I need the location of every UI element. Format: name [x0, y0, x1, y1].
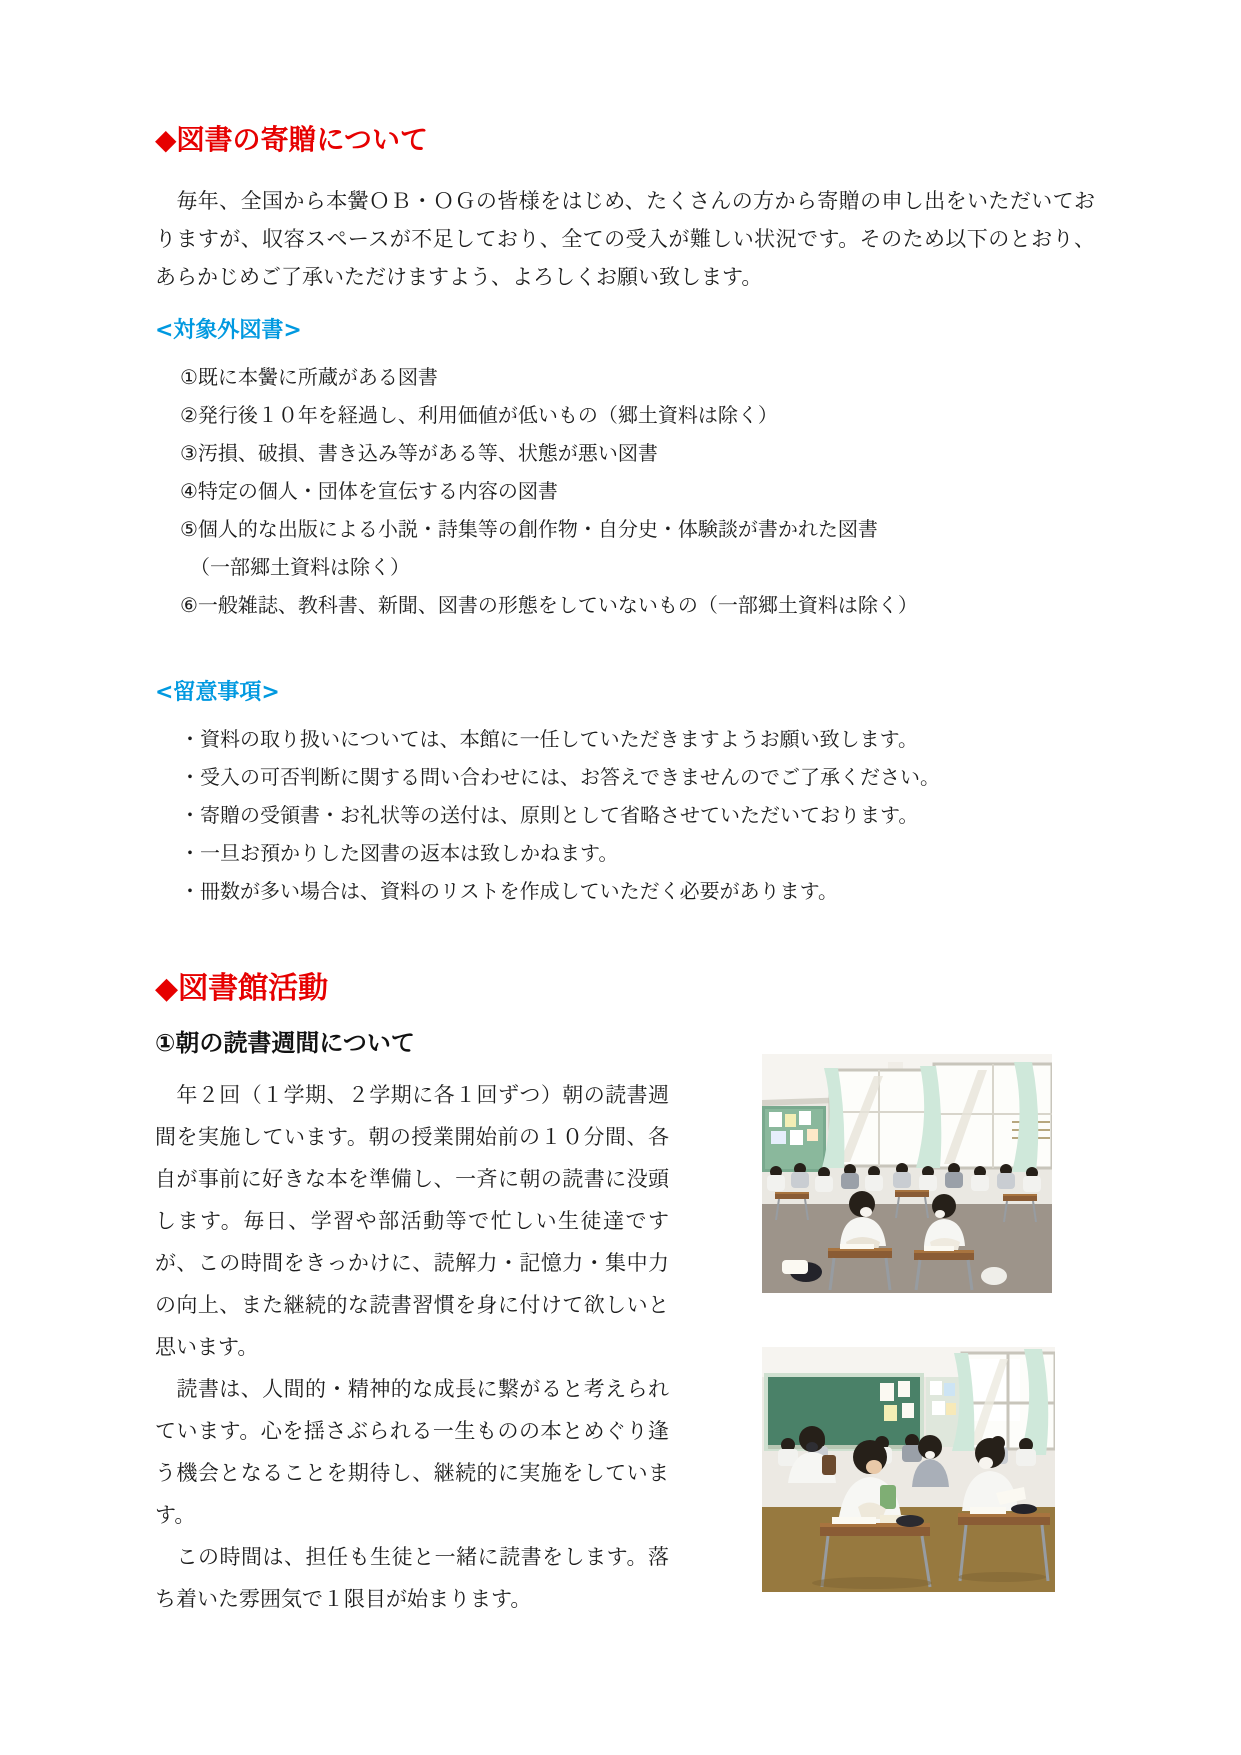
morning-reading-paragraph: 読書は、人間的・精神的な成長に繋がると考えられています。心を揺さぶられる一生ものの本とめぐり逢う機会となることを期待し、継続的に実施をしています。 [155, 1377, 669, 1527]
excluded-book-item: ②発行後１０年を経過し、利用価値が低いもの（郷土資料は除く） [180, 403, 778, 427]
morning-reading-heading: ①朝の読書週間について [155, 1029, 415, 1057]
note-item: ・寄贈の受領書・お礼状等の送付は、原則として省略させていただいております。 [180, 803, 919, 827]
classroom-morning-reading-photo-2 [762, 1347, 1055, 1592]
notice-board [762, 1106, 826, 1172]
morning-reading-paragraph: この時間は、担任も生徒と一緒に読書をします。落ち着いた雰囲気で１限目が始まります。 [155, 1545, 669, 1611]
excluded-book-item: ⑤個人的な出版による小説・詩集等の創作物・自分史・体験談が書かれた図書 [180, 517, 878, 541]
classroom-photo-1-image [762, 1054, 1052, 1293]
morning-reading-body [155, 1074, 1091, 1620]
excluded-book-item-continuation: （一部郷土資料は除く） [180, 555, 410, 579]
classroom-morning-reading-photo-1 [762, 1054, 1055, 1293]
donation-section-title: ◆図書の寄贈について [155, 123, 428, 156]
page-content [155, 0, 1095, 1620]
activities-section-title: ◆図書館活動 [155, 971, 329, 1006]
notes-heading: <留意事項> [155, 680, 280, 705]
excluded-book-item: ③汚損、破損、書き込み等がある等、状態が悪い図書 [180, 441, 658, 465]
note-item: ・資料の取り扱いについては、本館に一任していただきますようお願い致します。 [180, 727, 918, 751]
notes-list [180, 720, 1091, 910]
morning-reading-photos [762, 1054, 1055, 1592]
note-item: ・一旦お預かりした図書の返本は致しかねます。 [180, 841, 619, 865]
excluded-books-list [180, 358, 1091, 624]
morning-reading-paragraph: 年２回（１学期、２学期に各１回ずつ）朝の読書週間を実施しています。朝の授業開始前の１０分間、各自が事前に好きな本を準備し、一斉に朝の読書に没頭します。毎日、学習や部活動等で忙しい生徒達ですが、この時間をきっかけに、読解力・記憶力・集中力の向上、また継続的な読書習慣を身に付けて欲しいと思います。 [155, 1083, 669, 1359]
excluded-book-item: ④特定の個人・団体を宣伝する内容の図書 [180, 479, 558, 503]
excluded-book-item: ⑥一般雑誌、教科書、新聞、図書の形態をしていないもの（一部郷土資料は除く） [180, 593, 918, 617]
morning-reading-text [155, 1074, 669, 1620]
classroom-photo-2-image [762, 1347, 1055, 1592]
donation-intro-paragraph: 毎年、全国から本黌ＯＢ・ＯＧの皆様をはじめ、たくさんの方から寄贈の申し出をいただいておりますが、収容スペースが不足しており、全ての受入が難しい状況です。そのため以下のとおり、あらかじめご了承いただけますよう、よろしくお願い致します。 [155, 189, 1095, 289]
excluded-books-heading: <対象外図書> [155, 318, 302, 343]
note-item: ・受入の可否判断に関する問い合わせには、お答えできませんのでご了承ください。 [180, 765, 940, 789]
excluded-book-item: ①既に本黌に所蔵がある図書 [180, 365, 438, 389]
note-item: ・冊数が多い場合は、資料のリストを作成していただく必要があります。 [180, 879, 838, 903]
